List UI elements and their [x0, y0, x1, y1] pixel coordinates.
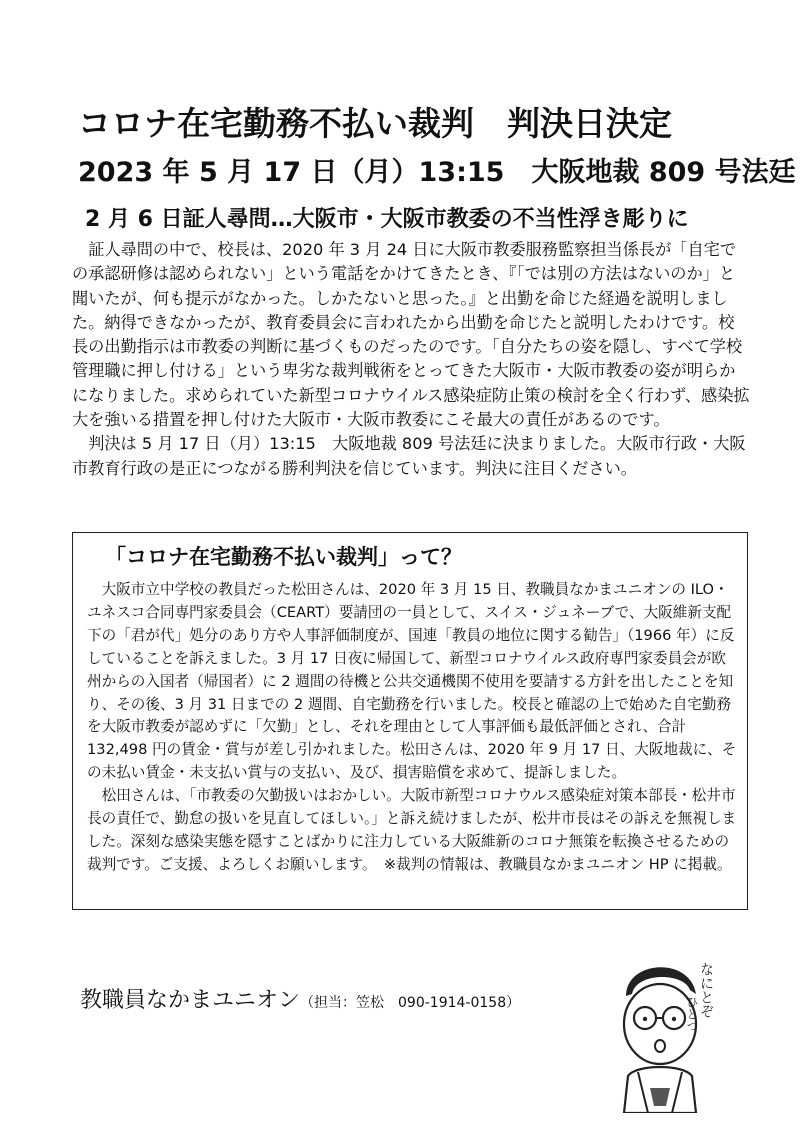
mascot-hair [626, 967, 696, 996]
footer [80, 983, 520, 1014]
page-title: コロナ在宅勤務不払い裁判 判決日決定 [78, 104, 672, 143]
explainer-title: 「コロナ在宅勤務不払い裁判」って？ [105, 545, 462, 569]
verdict-date-line: 2023 年 5 月 17 日（月）13:15 大阪地裁 809 号法廷 [78, 157, 796, 188]
explainer-paragraph: 松田さんは、「市教委の欠勤扱いはおかしい。大阪市新型コロナウルス感染症対策本部長・松井市長の責任で、勤怠の扱いを見直してほしい。」と訴え続けましたが、松井市長はその訴えを無視しました。深刻な感染実態を隠すことばかりに注力している大阪維新のコロナ無策を転換させるための裁判です。ご支援、よろしくお願いします。 ※裁判の情報は、教職員なかまユニオン HP に掲載。 [87, 787, 737, 873]
section-subheading: 2 月 6 日証人尋問…大阪市・大阪市教委の不当性浮き彫りに [85, 207, 689, 232]
main-paragraph: 証人尋問の中で、校長は、2020 年 3 月 24 日に大阪市教委服務監察担当係長が「自宅での承認研修は認められない」という電話をかけてきたとき、『「では別の方法はないのか」と聞いたが、何も提示がなかった。しかたないと思った。』と出勤を命じた経過を説明しました。納得できなかったが、教育委員会に言われたから出勤を命じたと説明したわけです。校長の出勤指示は市教委の判断に基づくものだったのです。「自分たちの姿を隠し、すべて学校管理職に押し付ける」という卑劣な裁判戦術をとってきた大阪市・大阪市教委の姿が明らかになりました。求められていた新型コロナウイルス感染症防止策の検討を全く行わず、感染拡大を強いる措置を押し付けた大阪市・大阪市教委にこそ最大の責任があるのです。 [72, 240, 750, 430]
mascot-mouth [655, 1040, 665, 1052]
organization-name: 教職員なかまユニオン [80, 988, 301, 1013]
main-paragraph: 判決は 5 月 17 日（月）13:15 大阪地裁 809 号法廷に決まりました。大阪市行政・大阪市教育行政の是正につながる勝利判決を信じています。判決に注目ください。 [72, 434, 746, 478]
mascot-caption-1: なにとぞ [698, 962, 714, 1018]
mascot-illustration [588, 938, 738, 1113]
mascot-hands [650, 1088, 670, 1106]
explainer-body [87, 579, 737, 877]
main-body [72, 238, 750, 481]
explainer-paragraph: 大阪市立中学校の教員だった松田さんは、2020 年 3 月 15 日、教職員なかまユニオンの ILO・ユネスコ合同専門家委員会（CEART）要請団の一員として、スイス・ジュネーブで、大阪維新支配下の「君が代」処分のあり方や人事評価制度が、国連「教員の地位に関する勧告」（1966 年）に反していることを訴えました。3 月 17 日夜に帰国して、新型コロナウイルス政府専門家委員会が欧州からの入国者（帰国者）に 2 週間の待機と公共交通機関不使用を要請する方針を出したことを知り、その後、3 月 31 日までの 2 週間、自宅勤務を行いました。校長と確認の上で始めた自宅勤務を大阪市教委が認めずに「欠勤」とし、それを理由として人事評価も最低評価とされ、合計 132,498 円の賃金・賞与が差し引かれました。松田さんは、2020 年 9 月 17 日、大阪地裁に、その未払い賃金・未支払い賞与の支払い、及び、損害賠償を求めて、提訴しました。 [87, 581, 737, 782]
contact-info: （担当：笠松 090-1914-0158） [300, 995, 521, 1011]
mascot-eye-left [643, 1017, 647, 1021]
explainer-box [72, 532, 748, 910]
mascot-eye-right [672, 1017, 676, 1021]
mascot-caption-2: ひとつ [685, 996, 699, 1032]
